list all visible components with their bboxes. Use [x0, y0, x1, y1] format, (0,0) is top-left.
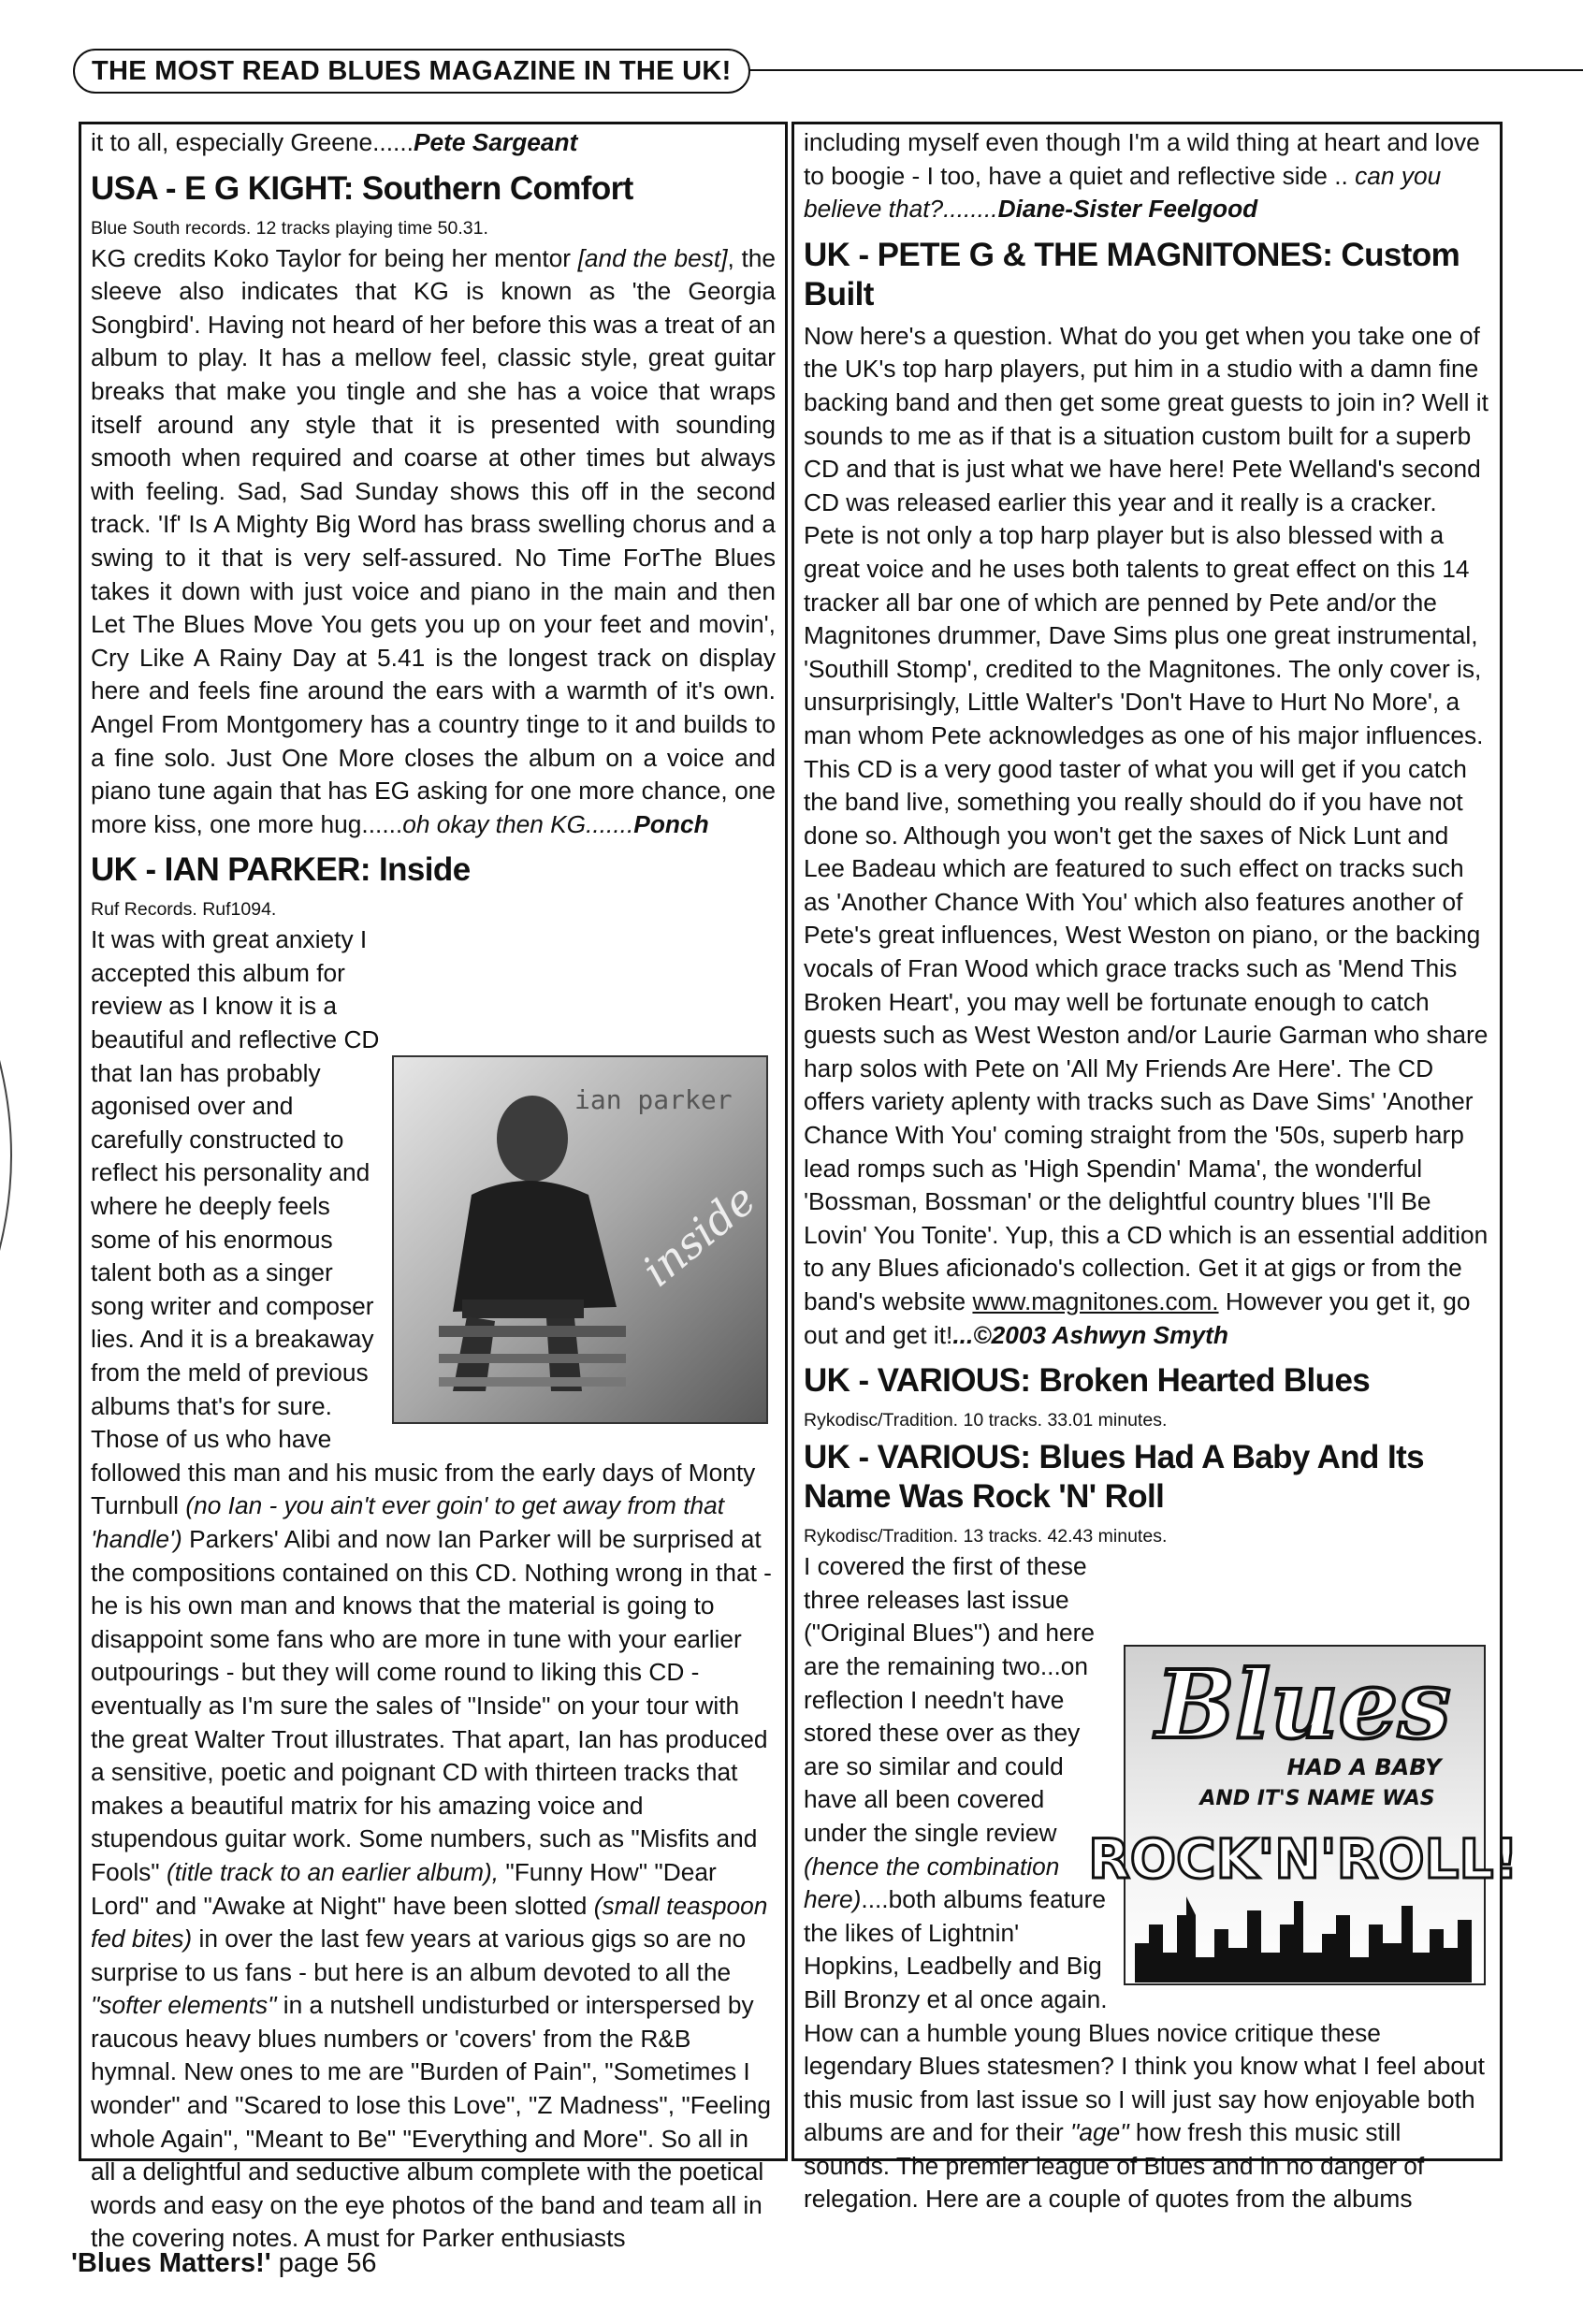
review-title-broken-hearted-blues: UK - VARIOUS: Broken Hearted Blues — [804, 1362, 1371, 1400]
label-info-broken-hearted: Rykodisc/Tradition. 10 tracks. 33.01 minutes. — [804, 1410, 1168, 1431]
right-column — [792, 122, 1518, 2214]
review-body-ian-parker: ian parker inside It was with great anxiety I accepted this album for review as I know it is a beautiful and reflective CD that Ian has probably agonised over and carefully constructed to reflect his personality and where he deeply feels some of his enormous talent both as a singer song writer and composer lies. And it is a breakaway from the meld of previous albums that's for sure. Those of us who have followed this man and his music from the early days of Monty Turnbull (no Ian - you ain't ever goin' to get away from that 'handle') Parkers' Alibi and now Ian Parker will be surprised at the compositions contained on this CD. Nothing wrong in that - he is his own man and knows that the material is going to disappoint some fans who are more in tune with your earlier outpourings - but they will come round to liking this CD - eventually as I'm sure the sales of "Inside" on your tour with the great Walter Trout illustrates. That apart, Ian has produced a sensitive, poetic and poignant CD with thirteen tracks that makes a beautiful matrix for his amazing voice and stupendous guitar work. Some numbers, such as "Misfits and Fools" (title track to an earlier album), "Funny How" "Dear Lord" and "Awake at Night" have been slotted (small teaspoon fed bites) in over the last few years at various gigs so are no surprise to us fans - but here is an album devoted to all the "softer elements" in a nutshell undisturbed or interspersed by raucous heavy blues numbers or 'covers' from the R&B hymnal. New ones to me are "Burden of Pain", "Sometimes I wonder" and "Scared to lose this Love", "Z Madness", "Feeling whole Again", "Meant to Be" "Everything and More". So all in all a delightful and seductive album complete with the poetical words and easy on the eye photos of the band and team all in the covering notes. A must for Parker enthusiasts — [91, 923, 776, 2256]
page-footer: 'Blues Matters!' page 56 — [71, 2248, 377, 2278]
magazine-banner: THE MOST READ BLUES MAGAZINE IN THE UK! — [73, 49, 750, 94]
ian-parker-album-cover — [387, 1054, 776, 1429]
label-info-ian-parker: Ruf Records. Ruf1094. — [91, 899, 277, 921]
magnitones-website-link[interactable]: www.magnitones.com. — [972, 1287, 1219, 1315]
review-body-eg-kight: KG credits Koko Taylor for being her mentor [and the best], the sleeve also indicates that KG is known as 'the Georgia Songbird'. Having not heard of her before this was a treat of an album to play. It has a mellow feel, classic style, great guitar breaks that make you tingle and she has a voice that wraps itself around any style that it is presented with sounding smooth when required and coarse at other times but always with feeling. Sad, Sad Sunday shows this off in the second track. 'If' Is A Mighty Big Word has brass swelling chorus and a swing to it that is very self-assured. No Time ForThe Blues takes it down with just voice and piano in the main and then Let The Blues Move You gets you up on your feet and movin', Cry Like A Rainy Day at 5.41 is the longest track on display here and feels fine around the ears with a warmth of it's own. Angel From Montgomery has a country tinge to it and builds to a fine solo. Just One More closes the album on a voice and piano tune again that has EG asking for one more chance, one more kiss, one more hug......oh okay then KG.......Ponch — [91, 243, 776, 838]
review-title-ian-parker: UK - IAN PARKER: Inside — [91, 851, 471, 889]
cover-name-was-text: AND IT'S NAME WAS — [1199, 1787, 1435, 1811]
review-body-pete-g: Now here's a question. What do you get when you take one of the UK's top harp players, put him in a studio with a damn fine backing band and then get some great guests to join in? Well it sounds to me as if that is a situation custom built for a superb CD and that is just what we have here! Pete Welland's second CD was released earlier this year and it really is a cracker. Pete is not only a top harp player but is also blessed with a great voice and he uses both talents to great effect on this 14 tracker all bar one of which are penned by Pete and/or the Magnitones drummer, Dave Sims plus one great instrumental, 'Southill Stomp', credited to the Magnitones. The only cover is, unsurprisingly, Little Walter's 'Don't Have to Hurt No More', a man whom Pete acknowledges as one of his major influences. This CD is a very good taster of what you will get if you catch the band live, something you really should do if you have not done so. Although you won't get the saxes of Nick Lunt and Lee Badeau which are featured to such effect on tracks such as 'Another Chance With You' which also features another of Pete's great influences, West Weston on piano, or the backing vocals of Fran Wood which grace tracks such as 'Mend This Broken Heart', you may well be fortunate enough to catch guests such as West Weston and/or Laurie Garman who share harp solos with Pete on 'All My Friends Are Here'. The CD offers variety aplenty with tracks such as Dave Sims' 'Another Chance With You' coming straight from the '50s, superb harp lead romps such as 'High Spendin' Mama', the wonderful 'Bossman, Bossman' or the delightful country blues 'I'll Be Lovin' You Tonite'. Yup, this a CD which is an essential addition to any Blues aficionado's collection. Get it at gigs or from the band's website www.magnitones.com. However you get it, go out and get it!...©2003 Ashwyn Smyth — [804, 321, 1489, 1349]
cover-had-a-baby-text: HAD A BABY — [1286, 1754, 1442, 1781]
blues-had-a-baby-album-cover — [1088, 1644, 1518, 1988]
review-title-blues-had-a-baby: UK - VARIOUS: Blues Had A Baby And Its Name Was Rock 'N' Roll — [804, 1439, 1424, 1516]
cover-title-script: inside — [632, 1173, 765, 1297]
binding-arc — [0, 1043, 28, 1268]
cover-blues-text: Blues — [1155, 1649, 1451, 1761]
label-info-blues-had-a-baby: Rykodisc/Tradition. 13 tracks. 42.43 minutes. — [804, 1526, 1168, 1547]
continued-text-right: including myself even though I'm a wild thing at heart and love to boogie - I too, have a quiet and reflective side .. can you believe that?........Diane-Sister Feelgood — [804, 128, 1480, 224]
label-info-eg-kight: Blue South records. 12 tracks playing time 50.31. — [91, 217, 488, 239]
review-body-blues-had-a-baby: Blues HAD A BABY AND IT'S NAME WAS ROCK'N'ROLL! I covered the first of these three releases last issue ("Original Blues") and here are the remaining two...on reflection I needn't have stored these over as they are so similar and could have all been covered under the single review (hence the combination here)....both albums feature the likes of Lightnin' Hopkins, Leadbelly and Big Bill Bronzy et al once again. How can a humble young Blues novice critique these legendary Blues statesmen? I think you know what I feel about this music from last issue so I will just say how enjoyable both albums are and for their "age" how fresh this music still sounds. The premier league of Blues and in no danger of relegation. Here are a couple of quotes from the albums — [804, 1552, 1518, 2214]
left-column — [79, 122, 788, 2253]
cover-artist-text: ian parker — [574, 1084, 733, 1116]
review-title-pete-g: UK - PETE G & THE MAGNITONES: Custom Built — [804, 236, 1460, 312]
review-title-eg-kight: USA - E G KIGHT: Southern Comfort — [91, 169, 633, 207]
cover-rock-text: ROCK'N'ROLL! — [1088, 1827, 1518, 1892]
continued-text: it to all, especially Greene......Pete Sargeant — [91, 128, 578, 156]
